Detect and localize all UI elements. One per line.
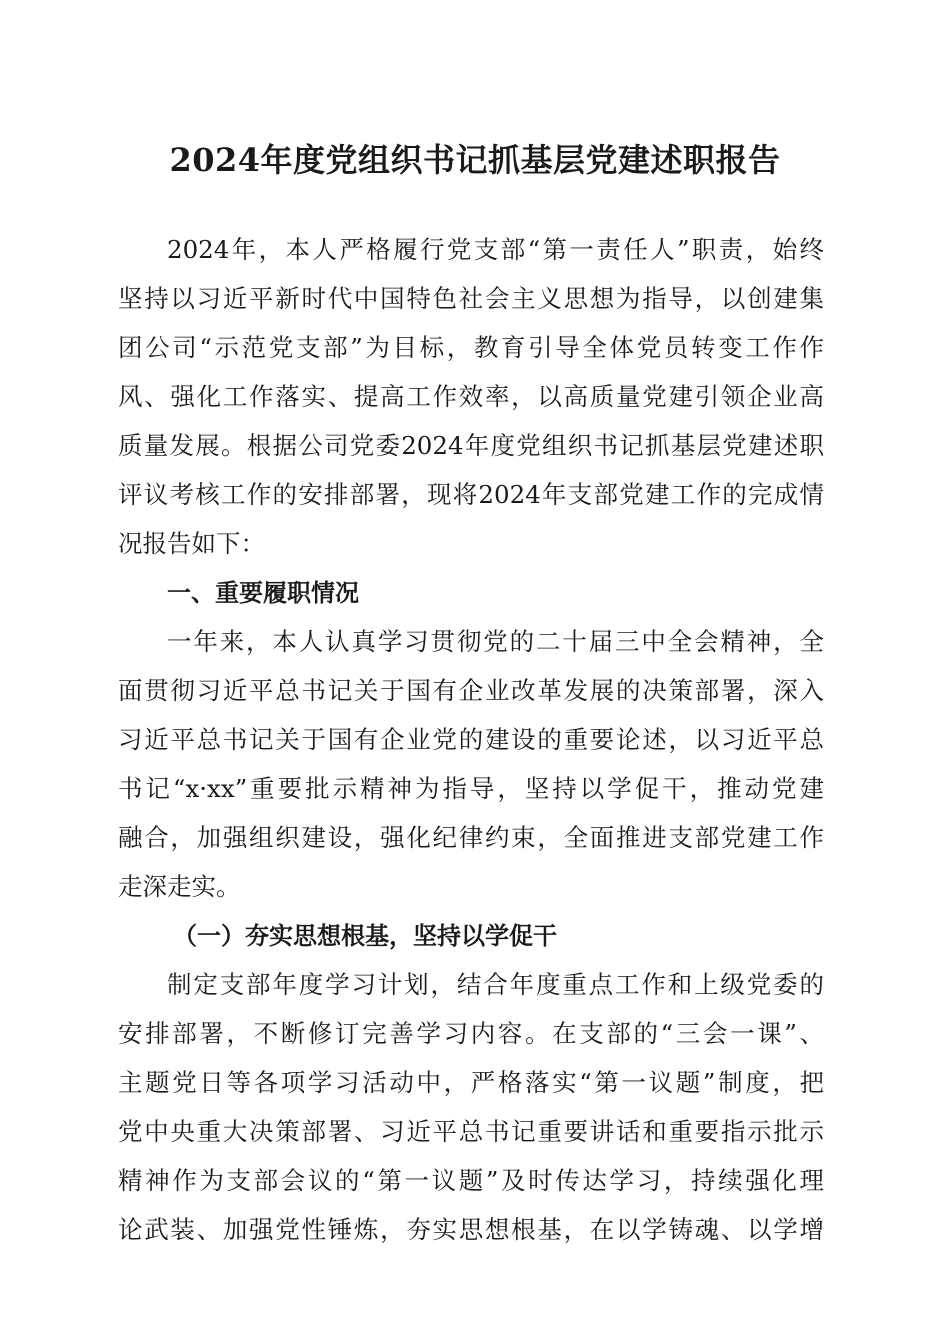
subsection1-line: 党中央重大决策部署、习近平总书记重要讲话和重要指示批示 (118, 1117, 824, 1146)
section1-line: 面贯彻习近平总书记关于国有企业改革发展的决策部署，深入 (118, 676, 824, 705)
section1-line: 习近平总书记关于国有企业党的建设的重要论述，以习近平总 (118, 725, 824, 754)
intro-line: 坚持以习近平新时代中国特色社会主义思想为指导，以创建集 (118, 284, 824, 313)
section1-line: 一年来，本人认真学习贯彻党的二十届三中全会精神，全 (167, 627, 824, 656)
intro-line: 况报告如下： (118, 529, 265, 558)
section1-line: 走深走实。 (118, 872, 241, 901)
section1-line: 融合，加强组织建设，强化纪律约束，全面推进支部党建工作 (118, 823, 824, 852)
subsection1-line: 安排部署，不断修订完善学习内容。在支部的“三会一课”、 (118, 1019, 824, 1048)
subsection1-line: 论武装、加强党性锤炼，夯实思想根基，在以学铸魂、以学增 (118, 1215, 824, 1244)
document-title: 2024年度党组织书记抓基层党建述职报告 (169, 141, 781, 179)
subsection1-line: 主题党日等各项学习活动中，严格落实“第一议题”制度，把 (118, 1068, 824, 1097)
subsection1-line: 制定支部年度学习计划，结合年度重点工作和上级党委的 (167, 970, 824, 999)
intro-line: 质量发展。根据公司党委2024年度党组织书记抓基层党建述职 (118, 431, 824, 460)
subsection1-line: 精神作为支部会议的“第一议题”及时传达学习，持续强化理 (118, 1166, 824, 1195)
subsection-heading: （一）夯实思想根基，坚持以学促干 (173, 921, 557, 950)
intro-line: 评议考核工作的安排部署，现将2024年支部党建工作的完成情 (118, 480, 824, 509)
section-heading: 一、重要履职情况 (167, 579, 359, 607)
intro-line: 2024年，本人严格履行党支部“第一责任人”职责，始终 (167, 235, 824, 264)
intro-line: 风、强化工作落实、提高工作效率，以高质量党建引领企业高 (118, 382, 824, 411)
section1-line: 书记“x·xx”重要批示精神为指导，坚持以学促干，推动党建 (118, 774, 824, 803)
intro-line: 团公司“示范党支部”为目标，教育引导全体党员转变工作作 (118, 333, 824, 362)
